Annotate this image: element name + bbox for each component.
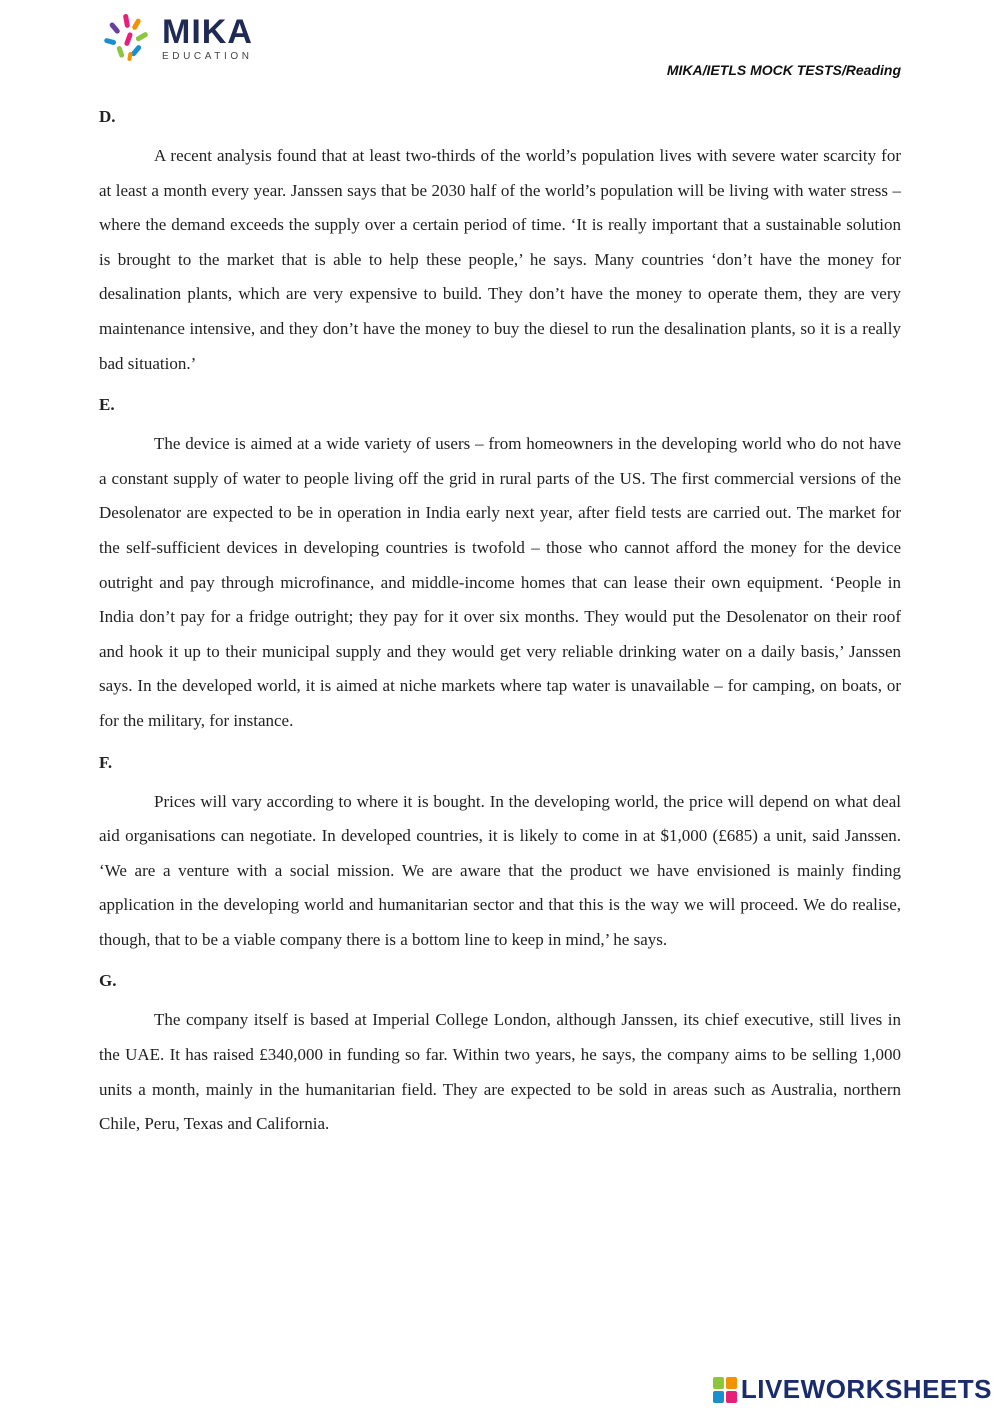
section-paragraph: Prices will vary according to where it is bought. In the developing world, the price will depend on what deal aid organisations can negotiate. In developed countries, it is likely to come in at $1,000 (£685) a unit, said Janssen. ‘We are a venture with a social mission. We are aware that the product we have envisioned is mainly finding application in the developing world and humanitarian sector and that this is the way we will proceed. We do realise, though, that to be a viable company there is a bottom line to keep in mind,’ he says. <box>99 791 901 949</box>
section-e <box>99 391 901 738</box>
section-paragraph: A recent analysis found that at least two-thirds of the world’s population lives with severe water scarcity for at least a month every year. Janssen says that be 2030 half of the world’s population will be living with water stress – where the demand exceeds the supply over a certain period of time. ‘It is really important that a sustainable solution is brought to the market that is able to help these people,’ he says. Many countries ‘don’t have the money for desalination plants, which are very expensive to build. They don’t have the money to operate them, they are very maintenance intensive, and they don’t have the money to buy the diesel to run the desalination plants, so it is a really bad situation.’ <box>99 146 901 373</box>
mika-logo <box>104 12 253 64</box>
section-label: D. <box>99 107 116 126</box>
section-label: F. <box>99 752 113 772</box>
section-d <box>99 103 901 381</box>
liveworksheets-logo-icon <box>713 1377 737 1403</box>
section-g <box>99 967 901 1141</box>
reading-passage <box>99 103 901 1154</box>
logo-text <box>162 12 253 62</box>
liveworksheets-text: LIVEWORKSHEETS <box>740 1374 992 1404</box>
logo-subtitle: EDUCATION <box>162 50 253 62</box>
header-reference: MIKA/IETLS MOCK TESTS/Reading <box>666 62 901 78</box>
liveworksheets-brand <box>713 1374 992 1405</box>
section-paragraph: The company itself is based at Imperial College London, although Janssen, its chief executive, still lives in the UAE. It has raised £340,000 in funding so far. Within two years, he says, the company aims to be selling 1,000 units a month, mainly in the humanitarian field. They are expected to be sold in areas such as Australia, northern Chile, Peru, Texas and California. <box>99 1010 901 1134</box>
section-label: G. <box>99 971 117 991</box>
section-f <box>99 749 901 958</box>
section-paragraph: The device is aimed at a wide variety of users – from homeowners in the developing world who do not have a constant supply of water to people living off the grid in rural parts of the US. The first commercial versions of the Desolenator are expected to be in operation in India early next year, after field tests are carried out. The market for the self-sufficient devices in developing countries is twofold – those who cannot afford the money for the device outright and pay through microfinance, and middle-income homes that can lease their own equipment. ‘People in India don’t pay for a fridge outright; they pay for it over six months. They would put the Desolenator on their roof and hook it up to their municipal supply and they would get very reliable drinking water on a daily basis,’ Janssen says. In the developed world, it is aimed at niche markets where tap water is unavailable – for camping, on boats, or for the military, for instance. <box>99 434 901 730</box>
section-label: E. <box>99 395 115 415</box>
mika-logo-mark-icon <box>104 12 156 64</box>
logo-name: MIKA <box>162 12 253 51</box>
